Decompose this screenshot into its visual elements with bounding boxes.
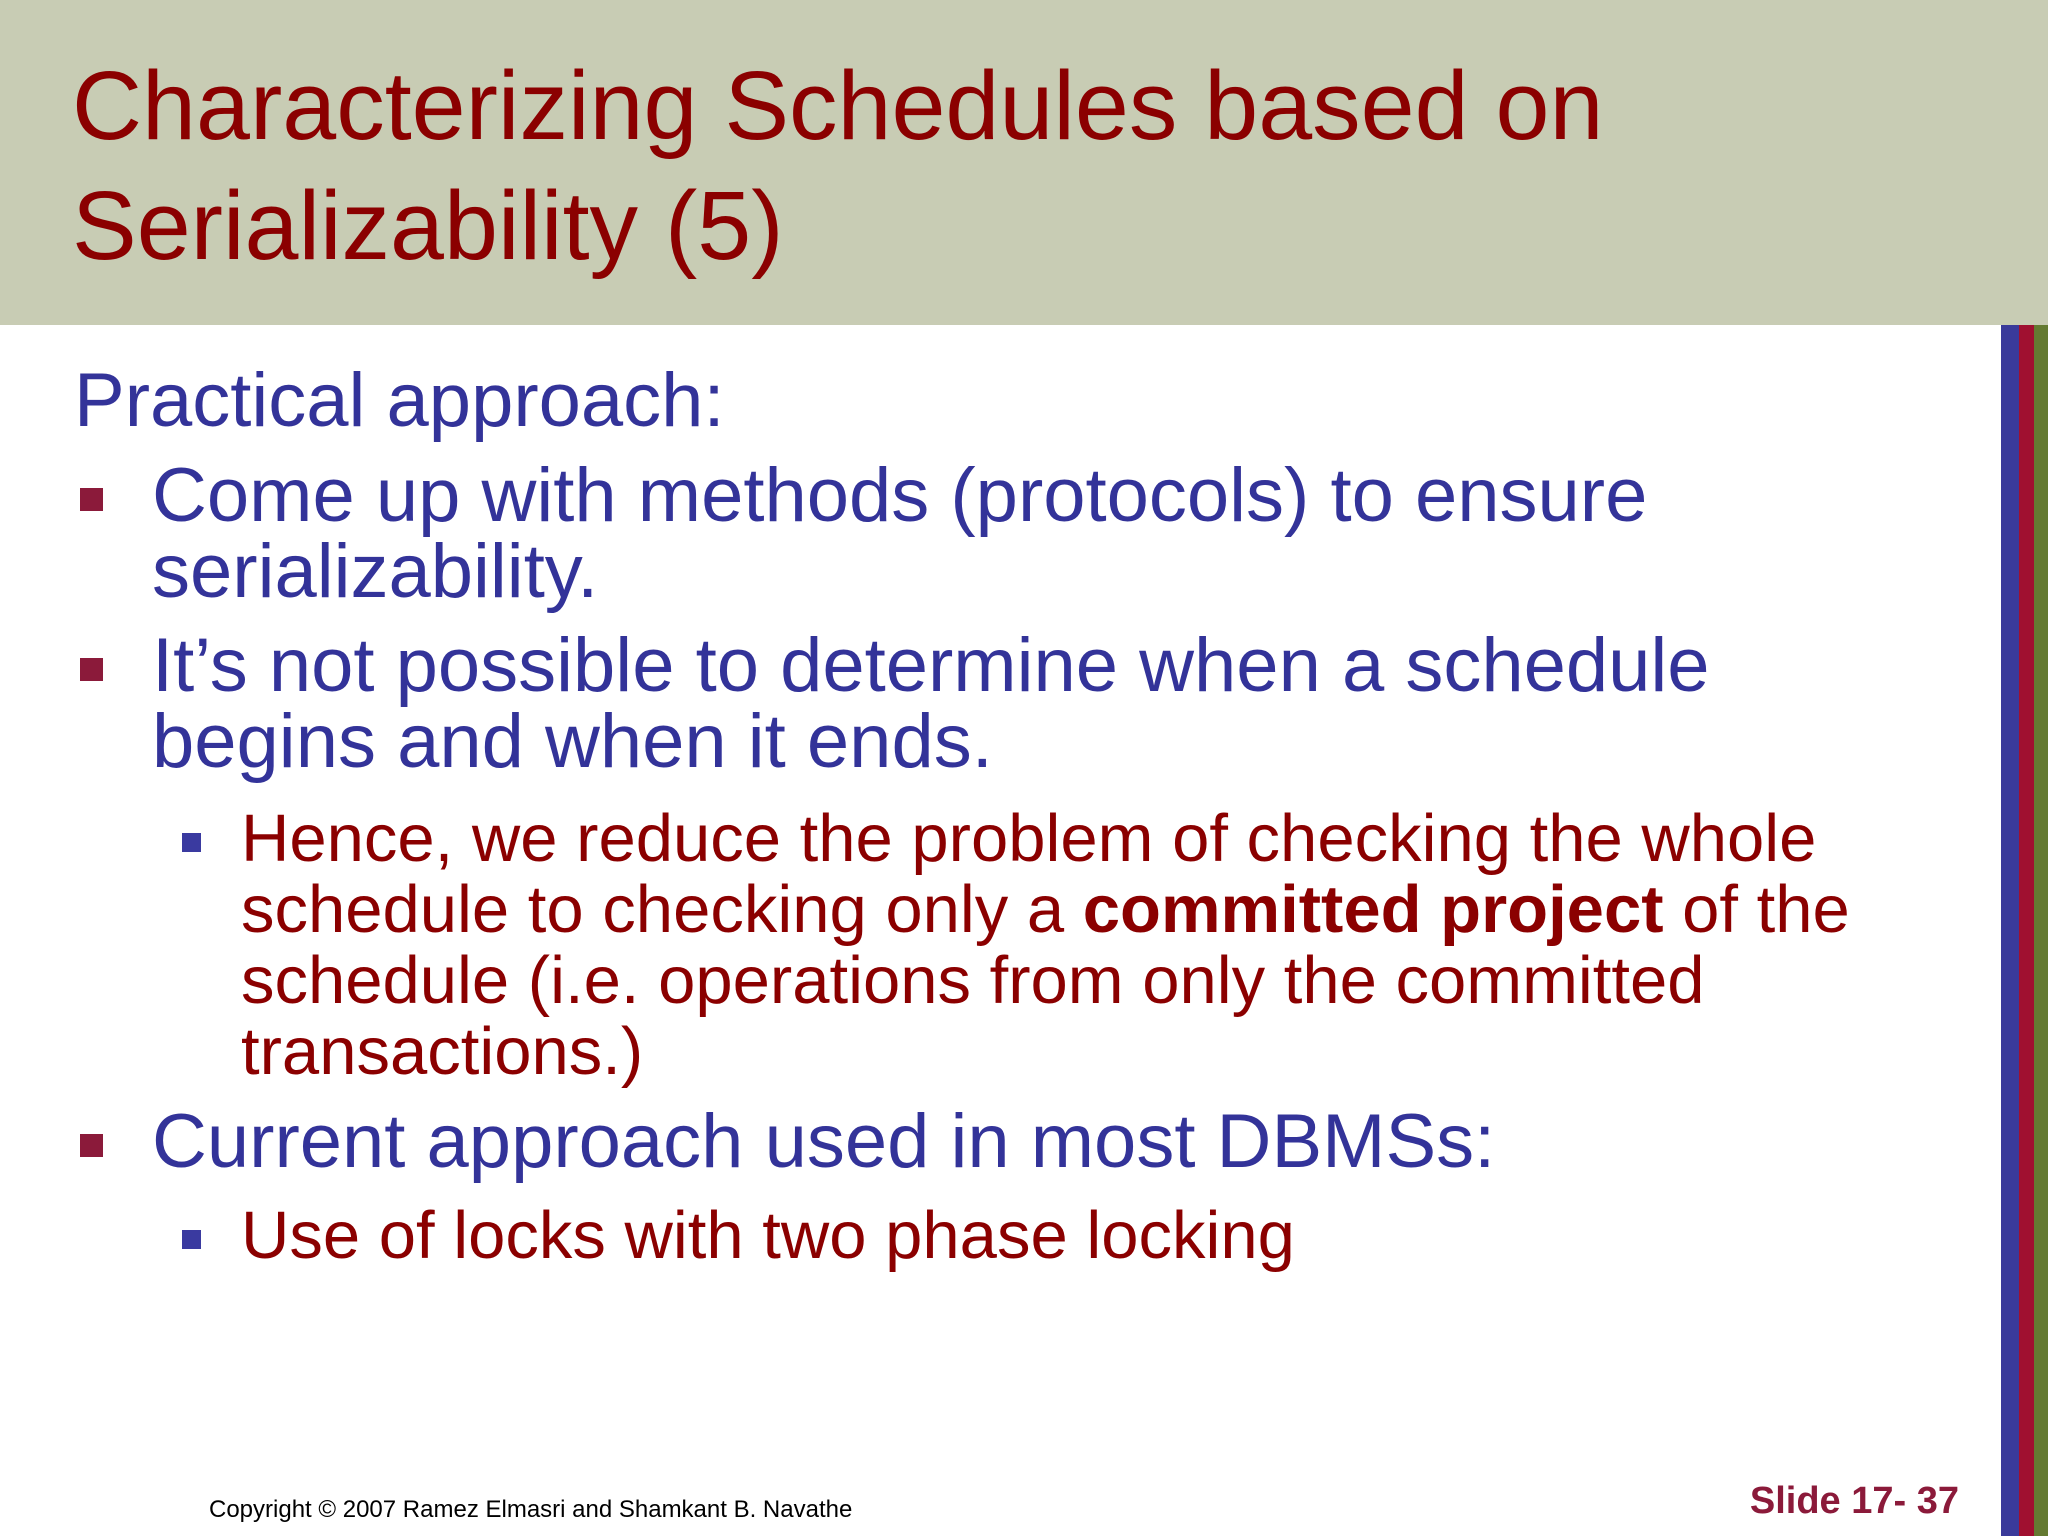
square-bullet-icon <box>80 658 103 681</box>
bullet-text: It’s not possible to determine when a schedule begins and when it ends. <box>152 623 1710 784</box>
bullet-text: Come up with methods (protocols) to ensure serializability. <box>152 453 1648 614</box>
sub-bullet-text-part2: of the schedule (i.e. operations from only the committed transactions.) <box>241 872 1850 1089</box>
sub-bullet-text-part1: Hence, we reduce the problem of checking the whole schedule to checking only a <box>241 801 1817 947</box>
square-bullet-icon <box>182 1230 201 1249</box>
copyright-text: Copyright © 2007 Ramez Elmasri and Shamkant B. Navathe <box>209 1496 853 1523</box>
square-bullet-icon <box>80 488 103 511</box>
bullet-text: Current approach used in most DBMSs: <box>152 1099 1496 1184</box>
accent-bar-blue <box>2001 325 2019 1536</box>
emphasis-committed-project: committed project <box>1082 872 1664 947</box>
sub-bullet-text: Use of locks with two phase locking <box>241 1198 1295 1273</box>
accent-bar-green <box>2034 325 2048 1536</box>
square-bullet-icon <box>80 1134 103 1157</box>
sub-bullet-text <box>241 803 1861 1087</box>
intro-text: Practical approach: <box>74 358 725 443</box>
square-bullet-icon <box>182 833 201 852</box>
title-line-1: Characterizing Schedules based on <box>72 51 1604 160</box>
slide-number: Slide 17- 37 <box>1749 1480 1959 1522</box>
accent-bar-red <box>2019 325 2034 1536</box>
title-line-2: Serializability (5) <box>72 171 784 280</box>
